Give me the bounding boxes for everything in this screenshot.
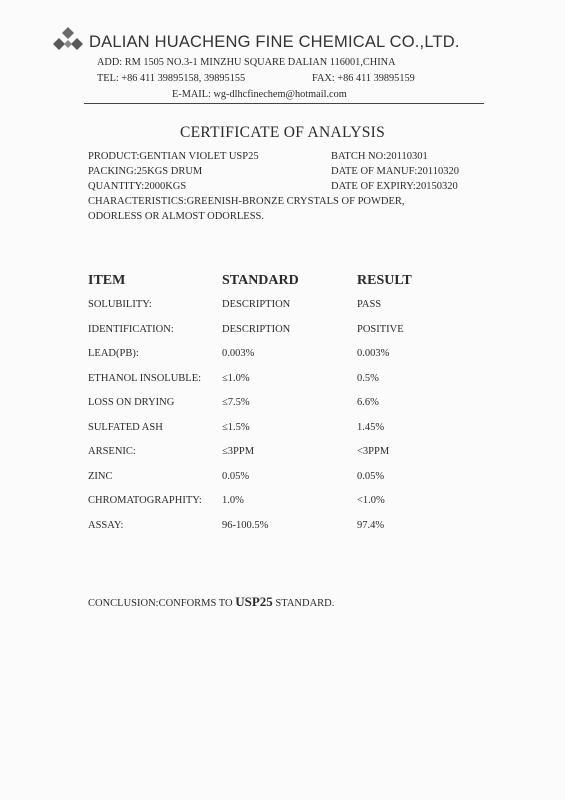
row-standard: ≤1.5%	[222, 421, 250, 433]
column-header-standard: STANDARD	[222, 273, 299, 288]
info-characteristics: CHARACTERISTICS:GREENISH-BRONZE CRYSTALS OF POWDER,	[88, 196, 405, 207]
row-standard: DESCRIPTION	[222, 323, 291, 335]
info-packing: PACKING:25KGS DRUM	[88, 166, 203, 177]
row-item: CHROMATOGRAPHITY:	[88, 495, 202, 506]
row-result: 0.5%	[357, 372, 379, 384]
row-standard: ≤7.5%	[222, 397, 250, 408]
row-item: IDENTIFICATION:	[88, 323, 174, 335]
info-expiry-date: DATE OF EXPIRY:20150320	[331, 181, 458, 192]
row-item: ETHANOL INSOLUBLE:	[88, 372, 202, 384]
conclusion-suffix: STANDARD.	[272, 598, 335, 609]
document-title	[0, 124, 565, 142]
info-quantity: QUANTITY:2000KGS	[88, 181, 187, 192]
column-header-result: RESULT	[357, 273, 412, 288]
row-item: SOLUBILITY:	[88, 299, 152, 310]
conclusion-standard: USP25	[235, 594, 273, 609]
company-address: ADD: RM 1505 NO.3-1 MINZHU SQUARE DALIAN 116001,CHINA	[97, 57, 396, 68]
header-divider	[84, 103, 484, 104]
row-result: 97.4%	[357, 519, 385, 531]
conclusion-prefix: CONCLUSION:CONFORMS TO	[88, 598, 236, 609]
row-standard: 1.0%	[222, 495, 244, 506]
info-batch: BATCH NO:20110301	[331, 151, 428, 162]
company-name: DALIAN HUACHENG FINE CHEMICAL CO.,LTD.	[89, 33, 460, 51]
row-result: <1.0%	[357, 495, 385, 506]
row-result: <3PPM	[357, 446, 390, 457]
column-header-item: ITEM	[88, 273, 126, 288]
row-item: LEAD(PB):	[88, 348, 139, 359]
row-standard: ≤3PPM	[222, 446, 255, 457]
row-result: 0.05%	[357, 470, 385, 482]
row-result: POSITIVE	[357, 323, 404, 335]
info-manuf-date: DATE OF MANUF:20110320	[331, 166, 459, 177]
row-standard: 0.05%	[222, 470, 250, 482]
row-item: SULFATED ASH	[88, 421, 163, 433]
info-product: PRODUCT:GENTIAN VIOLET USP25	[88, 151, 259, 162]
row-standard: 0.003%	[222, 348, 255, 359]
conclusion	[88, 594, 334, 610]
info-characteristics-cont: ODORLESS OR ALMOST ODORLESS.	[88, 211, 265, 222]
row-standard: 96-100.5%	[222, 519, 269, 531]
row-item: ZINC	[88, 470, 113, 482]
row-standard: ≤1.0%	[222, 372, 250, 384]
row-result: PASS	[357, 299, 382, 310]
row-item: LOSS ON DRYING	[88, 397, 175, 408]
row-standard: DESCRIPTION	[222, 299, 291, 310]
row-item: ASSAY:	[88, 519, 124, 531]
row-result: 1.45%	[357, 421, 385, 433]
company-logo-icon	[50, 25, 86, 55]
document-title-text: CERTIFICATE OF ANALYSIS	[179, 124, 386, 141]
company-email: E-MAIL: wg-dlhcfinechem@hotmail.com	[172, 89, 347, 100]
company-tel: TEL: +86 411 39895158, 39895155	[97, 73, 246, 84]
row-result: 0.003%	[357, 348, 390, 359]
row-result: 6.6%	[357, 397, 379, 408]
company-fax: FAX: +86 411 39895159	[312, 73, 415, 84]
row-item: ARSENIC:	[88, 446, 136, 457]
